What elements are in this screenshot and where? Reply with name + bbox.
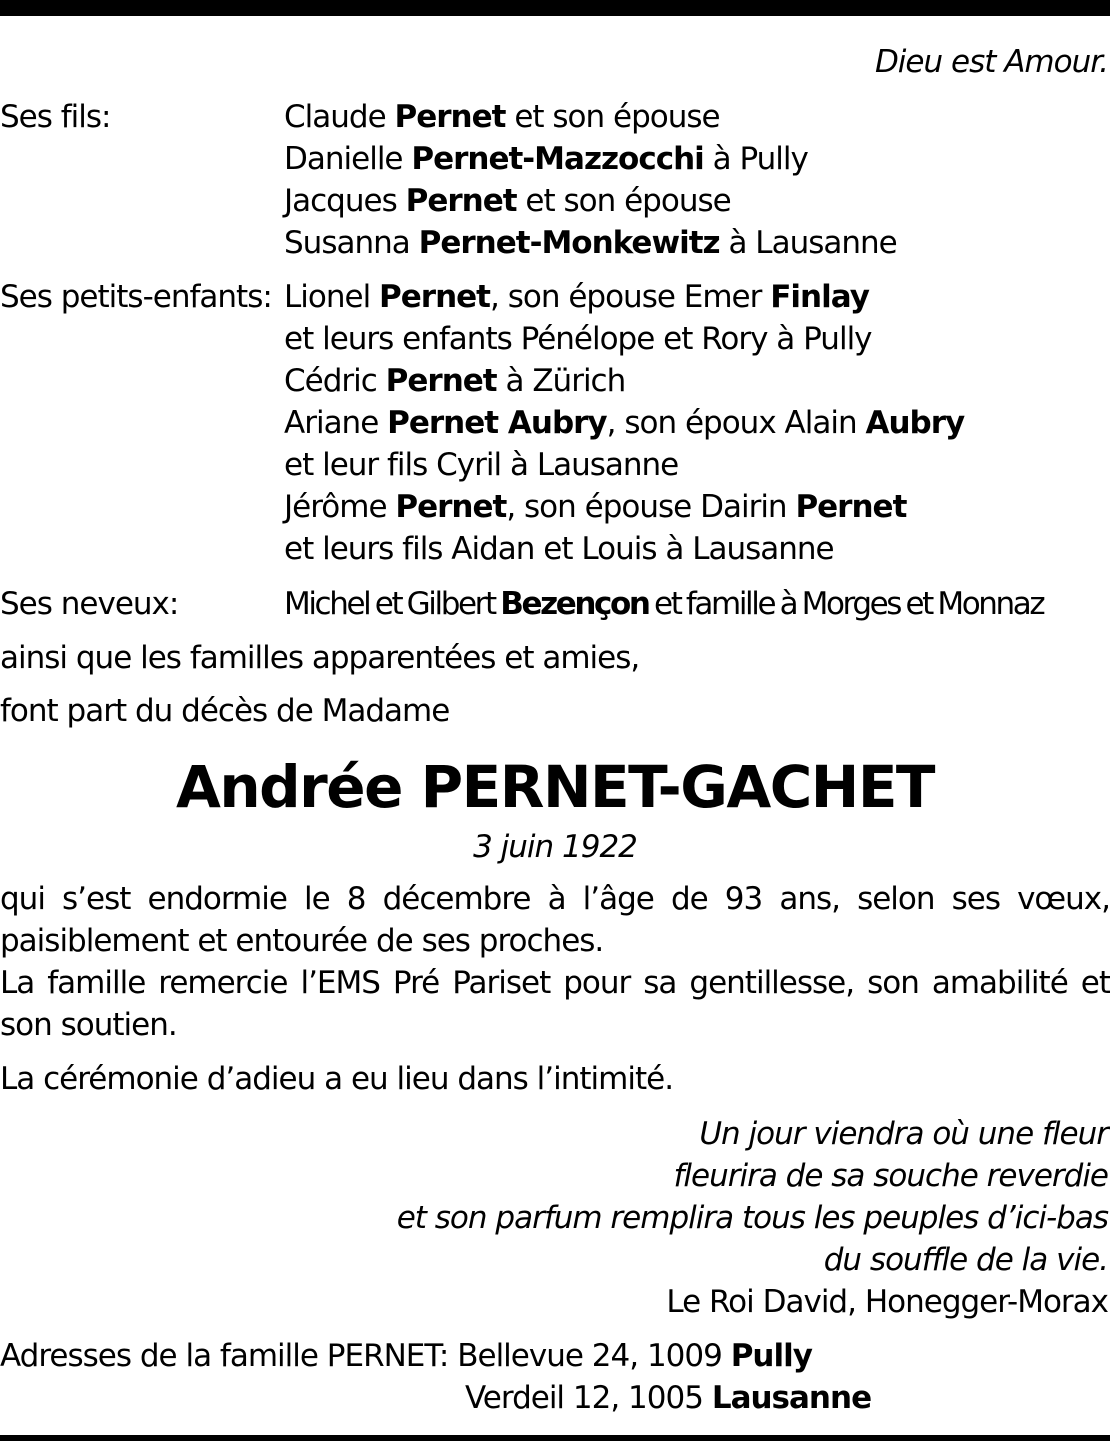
deceased-name: Andrée PERNET-GACHET (175, 753, 934, 821)
families-line: ainsi que les familles apparentées et amies, (0, 640, 640, 676)
bottom-border-rule (0, 1435, 1110, 1441)
poem-line-1: Un jour viendra où une fleur (699, 1116, 1108, 1152)
body-paragraph-2-line-1: La famille remercie l’EMS Pré Pariset pour sa gentillesse, son amabilité et (0, 965, 1110, 1001)
poem-line-4: du souffle de la vie. (823, 1242, 1108, 1278)
sons-line-4: Susanna Pernet-Monkewitz à Lausanne (284, 225, 897, 261)
body-paragraph-3: La cérémonie d’adieu a eu lieu dans l’intimité. (0, 1061, 674, 1097)
grandchildren-line-1: Lionel Pernet, son épouse Emer Finlay (284, 279, 869, 315)
grandchildren-line-6: Jérôme Pernet, son épouse Dairin Pernet (284, 489, 907, 525)
sons-line-3: Jacques Pernet et son épouse (284, 183, 731, 219)
epigraph: Dieu est Amour. (874, 44, 1108, 80)
grandchildren-line-3: Cédric Pernet à Zürich (284, 363, 626, 399)
top-border-rule (0, 0, 1110, 16)
nephews-label: Ses neveux: (0, 586, 179, 622)
poem-line-2: fleurira de sa souche reverdie (673, 1158, 1108, 1194)
nephews-line: Michel et Gilbert Bezençon et famille à Morges et Monnaz (284, 586, 1044, 622)
body-paragraph-1-line-1: qui s’est endormie le 8 décembre à l’âge de 93 ans, selon ses vœux, (0, 881, 1110, 917)
addresses-line-2: Verdeil 12, 1005 Lausanne (465, 1380, 872, 1416)
grandchildren-label: Ses petits-enfants: (0, 279, 272, 315)
body-paragraph-1-line-2: paisiblement et entourée de ses proches. (0, 923, 604, 959)
poem-line-3: et son parfum remplira tous les peuples d’ici-bas (396, 1200, 1108, 1236)
sons-label: Ses fils: (0, 99, 111, 135)
sons-line-1: Claude Pernet et son épouse (284, 99, 720, 135)
poem-attribution: Le Roi David, Honegger-Morax (666, 1284, 1108, 1320)
body-paragraph-2-line-2: son soutien. (0, 1007, 177, 1043)
addresses-line-1: Adresses de la famille PERNET: Bellevue 24, 1009 Pully (0, 1338, 812, 1374)
grandchildren-line-7: et leurs fils Aidan et Louis à Lausanne (284, 531, 834, 567)
sons-line-2: Danielle Pernet-Mazzocchi à Pully (284, 141, 808, 177)
grandchildren-line-4: Ariane Pernet Aubry, son époux Alain Aubry (284, 405, 965, 441)
grandchildren-line-2: et leurs enfants Pénélope et Rory à Pully (284, 321, 872, 357)
announce-line: font part du décès de Madame (0, 693, 450, 729)
grandchildren-line-5: et leur fils Cyril à Lausanne (284, 447, 679, 483)
birth-date: 3 juin 1922 (473, 829, 637, 865)
